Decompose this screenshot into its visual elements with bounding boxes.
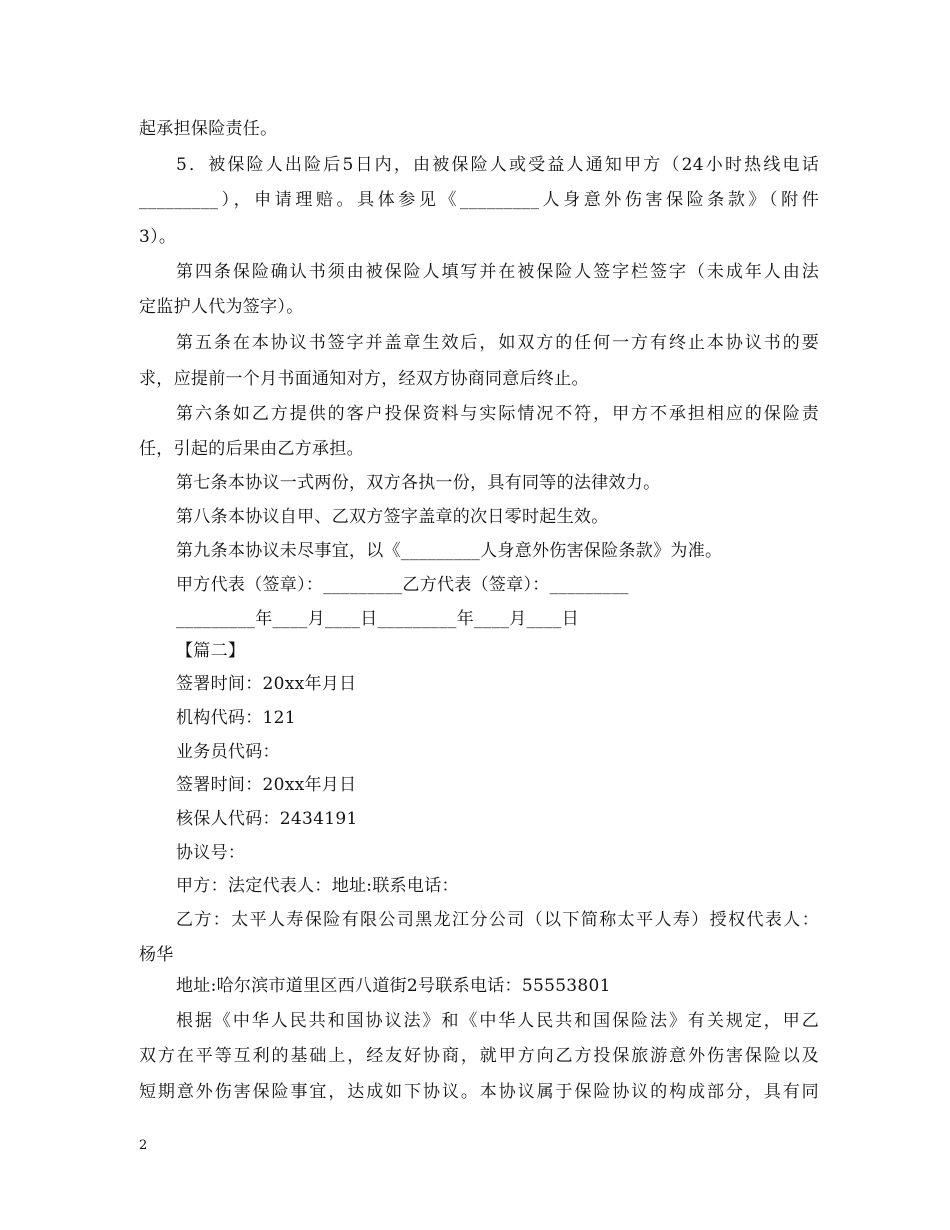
signature-line: 甲方代表（签章）：_________乙方代表（签章）：_________: [176, 575, 629, 595]
text-line: 第八条本协议自甲、乙双方签字盖章的次日零时起生效。: [176, 507, 609, 527]
text-line: _________），申请理赔。具体参见《_________人身意外伤害保险条款》（附件: [139, 190, 819, 210]
text-line: 业务员代码：: [176, 742, 280, 762]
text-line: 第九条本协议未尽事宜，以《_________人身意外伤害保险条款》为准。: [176, 541, 723, 561]
text-line: 签署时间：20xx年月日: [176, 674, 357, 694]
text-line: 根据《中华人民共和国协议法》和《中华人民共和国保险法》有关规定，甲乙: [176, 1011, 819, 1031]
text-line: 核保人代码：2434191: [176, 809, 358, 829]
text-line: 乙方：太平人寿保险有限公司黑龙江分公司（以下简称太平人寿）授权代表人：: [176, 910, 819, 930]
text-line: 杨华: [139, 945, 174, 965]
date-line: _________年____月____日_________年____月____日: [176, 609, 579, 629]
text-line: 第七条本协议一式两份，双方各执一份，具有同等的法律效力。: [176, 473, 661, 493]
text-line: 第六条如乙方提供的客户投保资料与实际情况不符，甲方不承担相应的保险责: [176, 404, 819, 424]
text-line: 甲方：法定代表人：地址:联系电话：: [176, 876, 459, 896]
text-line: 3）。: [139, 227, 177, 247]
text-line: 5．被保险人出险后5日内，由被保险人或受益人通知甲方（24小时热线电话: [176, 155, 819, 175]
text-line: 地址:哈尔滨市道里区西八道街2号联系电话：55553801: [176, 976, 611, 996]
text-line: 定监护人代为签字）。: [139, 297, 304, 317]
text-line: 求，应提前一个月书面通知对方，经双方协商同意后终止。: [139, 369, 589, 389]
text-line: 双方在平等互利的基础上，经友好协商，就甲方向乙方投保旅游意外伤害保险以及: [139, 1046, 819, 1066]
text-line: 起承担保险责任。: [139, 119, 278, 139]
text-line: 任，引起的后果由乙方承担。: [139, 439, 364, 459]
page-number: 2: [139, 1138, 148, 1153]
text-line: 短期意外伤害保险事宜，达成如下协议。本协议属于保险协议的构成部分，具有同: [139, 1082, 819, 1102]
section-heading: 【篇二】: [176, 641, 246, 661]
text-line: 第五条在本协议书签字并盖章生效后，如双方的任何一方有终止本协议书的要: [176, 333, 819, 353]
text-line: 协议号：: [176, 843, 246, 863]
text-line: 机构代码：121: [176, 708, 296, 728]
text-line: 第四条保险确认书须由被保险人填写并在被保险人签字栏签字（未成年人由法: [176, 262, 819, 282]
text-line: 签署时间：20xx年月日: [176, 775, 357, 795]
